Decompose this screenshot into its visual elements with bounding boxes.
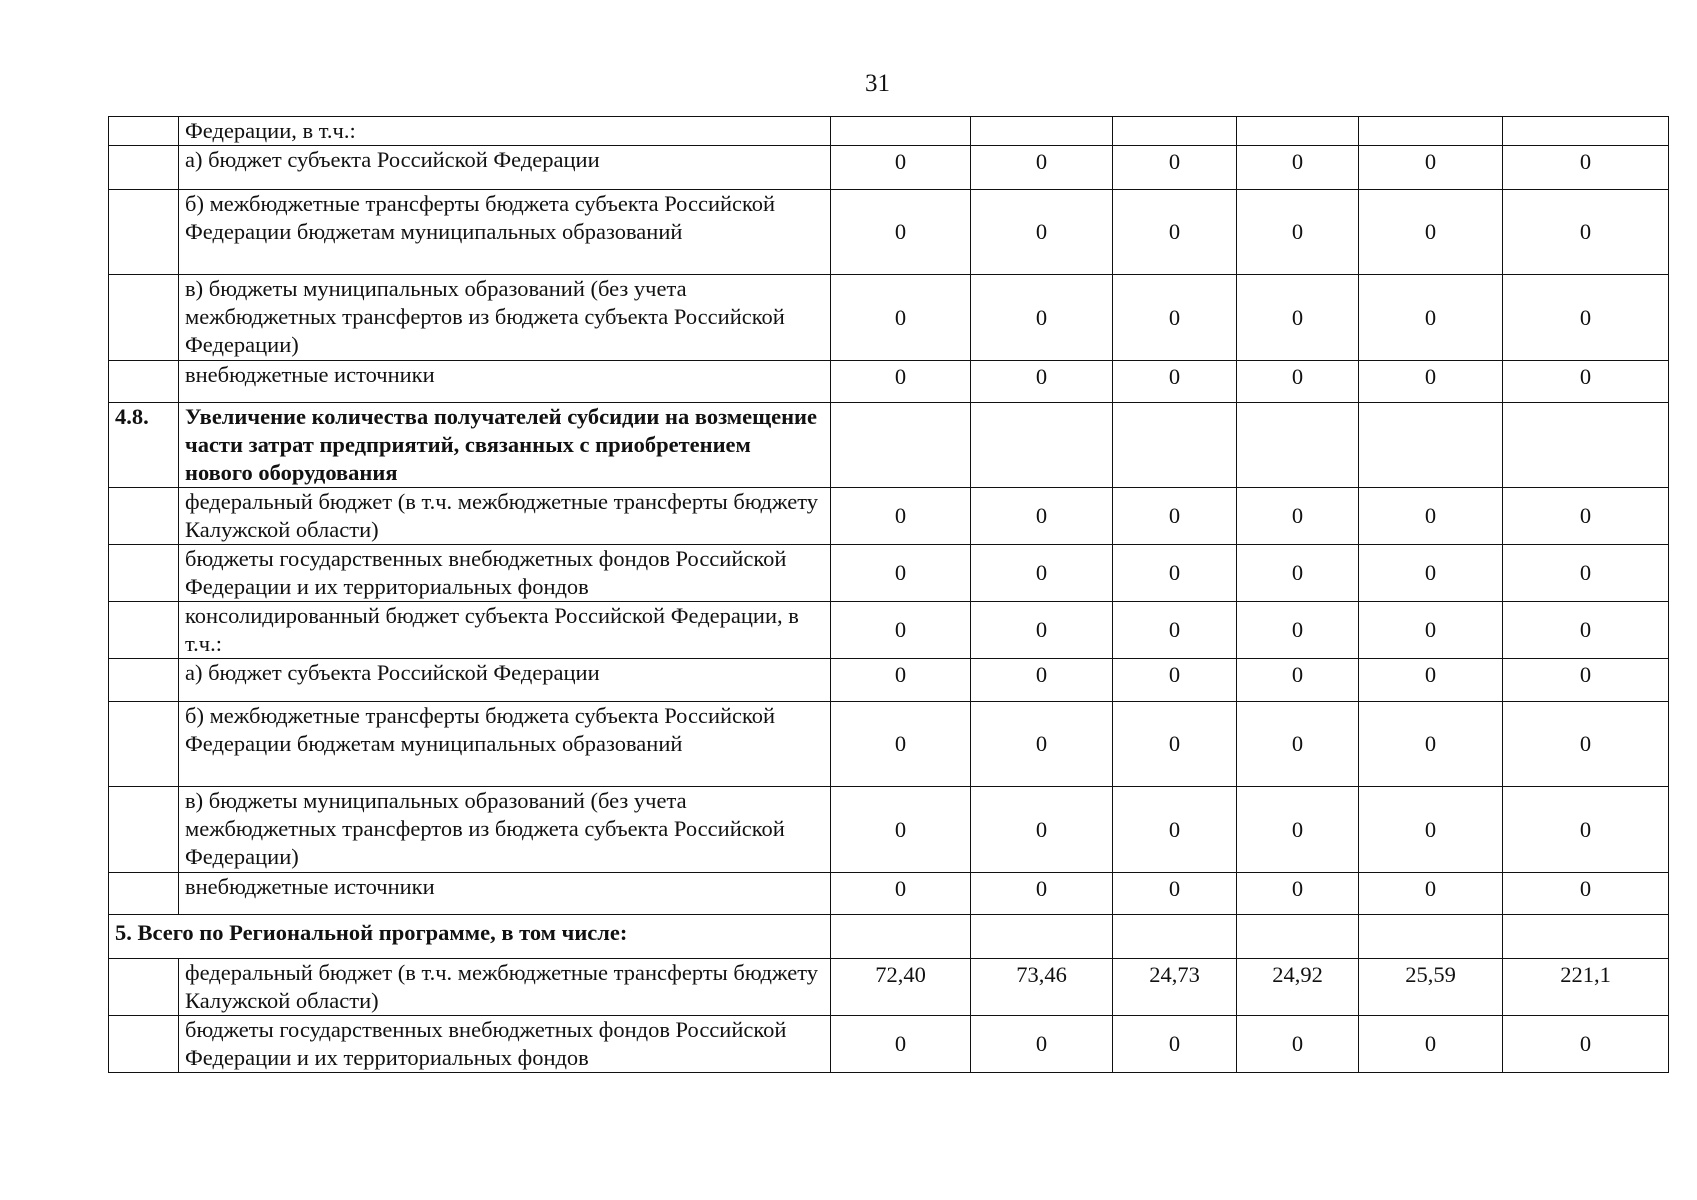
row-number [109, 787, 179, 873]
row-label: Федерации, в т.ч.: [179, 117, 831, 146]
table-row [109, 146, 1669, 190]
row-number [109, 1016, 179, 1073]
table-row [109, 275, 1669, 361]
value-cell [1503, 403, 1669, 488]
value-cell: 0 [1359, 146, 1503, 190]
row-number [109, 190, 179, 275]
value-cell [1359, 915, 1503, 959]
value-cell: 0 [1359, 659, 1503, 702]
value-cell: 0 [1359, 787, 1503, 873]
value-cell [1359, 403, 1503, 488]
row-number [109, 959, 179, 1016]
value-cell: 0 [971, 1016, 1113, 1073]
value-cell: 0 [971, 873, 1113, 915]
value-cell: 72,40 [831, 959, 971, 1016]
value-cell: 0 [1237, 488, 1359, 545]
value-cell: 0 [1113, 488, 1237, 545]
value-cell [1237, 915, 1359, 959]
value-cell [1237, 117, 1359, 146]
value-cell: 0 [1237, 545, 1359, 602]
value-cell: 0 [1503, 545, 1669, 602]
value-cell: 0 [1113, 190, 1237, 275]
value-cell: 0 [1503, 275, 1669, 361]
row-number [109, 873, 179, 915]
value-cell: 0 [1113, 545, 1237, 602]
table-row [109, 361, 1669, 403]
value-cell: 0 [1113, 702, 1237, 787]
value-cell [831, 403, 971, 488]
value-cell: 0 [1237, 275, 1359, 361]
value-cell: 0 [1113, 1016, 1237, 1073]
value-cell: 0 [971, 602, 1113, 659]
value-cell: 0 [971, 787, 1113, 873]
row-label: федеральный бюджет (в т.ч. межбюджетные трансферты бюджету Калужской области) [179, 959, 831, 1016]
row-number [109, 275, 179, 361]
value-cell: 0 [971, 146, 1113, 190]
table-row [109, 659, 1669, 702]
value-cell [1503, 915, 1669, 959]
row-number [109, 602, 179, 659]
value-cell [971, 403, 1113, 488]
value-cell: 0 [831, 275, 971, 361]
row-number [109, 117, 179, 146]
value-cell: 0 [1359, 361, 1503, 403]
value-cell: 0 [971, 190, 1113, 275]
table-body [109, 117, 1669, 1073]
value-cell [1113, 117, 1237, 146]
value-cell: 0 [1113, 361, 1237, 403]
section-title: Увеличение количества получателей субсидии на возмещение части затрат предприятий, связанных с приобретением нового оборудования [179, 403, 831, 488]
value-cell: 0 [1503, 361, 1669, 403]
value-cell: 0 [831, 659, 971, 702]
value-cell: 24,92 [1237, 959, 1359, 1016]
value-cell: 0 [1237, 702, 1359, 787]
total-title: 5. Всего по Региональной программе, в том числе: [109, 915, 831, 959]
value-cell [971, 117, 1113, 146]
value-cell: 0 [831, 787, 971, 873]
value-cell: 0 [1113, 659, 1237, 702]
value-cell: 0 [831, 146, 971, 190]
row-label: внебюджетные источники [179, 361, 831, 403]
row-number [109, 488, 179, 545]
table-row [109, 545, 1669, 602]
table-row [109, 873, 1669, 915]
value-cell: 0 [1237, 873, 1359, 915]
value-cell: 0 [1237, 361, 1359, 403]
row-label: б) межбюджетные трансферты бюджета субъекта Российской Федерации бюджетам муниципальных образований [179, 190, 831, 275]
value-cell: 0 [971, 702, 1113, 787]
value-cell: 0 [1359, 190, 1503, 275]
value-cell: 0 [971, 488, 1113, 545]
value-cell: 0 [831, 702, 971, 787]
value-cell: 0 [1237, 659, 1359, 702]
section-row [109, 403, 1669, 488]
value-cell: 0 [1113, 602, 1237, 659]
table-row [109, 488, 1669, 545]
value-cell [971, 915, 1113, 959]
value-cell: 0 [971, 361, 1113, 403]
row-number [109, 659, 179, 702]
row-label: в) бюджеты муниципальных образований (без учета межбюджетных трансфертов из бюджета субъекта Российской Федерации) [179, 787, 831, 873]
value-cell [1113, 915, 1237, 959]
value-cell: 0 [1359, 488, 1503, 545]
row-label: внебюджетные источники [179, 873, 831, 915]
value-cell: 0 [1359, 702, 1503, 787]
value-cell [1237, 403, 1359, 488]
value-cell: 0 [1503, 659, 1669, 702]
value-cell: 0 [1359, 873, 1503, 915]
value-cell: 0 [1237, 602, 1359, 659]
value-cell: 0 [1237, 146, 1359, 190]
page-number: 31 [865, 70, 890, 97]
row-label: федеральный бюджет (в т.ч. межбюджетные трансферты бюджету Калужской области) [179, 488, 831, 545]
value-cell: 0 [1237, 190, 1359, 275]
table-row [109, 702, 1669, 787]
value-cell: 0 [1503, 873, 1669, 915]
row-label: бюджеты государственных внебюджетных фондов Российской Федерации и их территориальных фондов [179, 1016, 831, 1073]
table-row [109, 602, 1669, 659]
value-cell: 0 [831, 602, 971, 659]
value-cell: 0 [1359, 545, 1503, 602]
value-cell: 0 [1237, 1016, 1359, 1073]
value-cell [1113, 403, 1237, 488]
value-cell: 0 [831, 1016, 971, 1073]
value-cell: 0 [1503, 602, 1669, 659]
row-number [109, 702, 179, 787]
section-number: 4.8. [109, 403, 179, 488]
row-number [109, 146, 179, 190]
row-label: консолидированный бюджет субъекта Российской Федерации, в т.ч.: [179, 602, 831, 659]
value-cell: 0 [831, 361, 971, 403]
row-label: бюджеты государственных внебюджетных фондов Российской Федерации и их территориальных фондов [179, 545, 831, 602]
value-cell: 0 [1237, 787, 1359, 873]
value-cell [831, 915, 971, 959]
value-cell: 0 [1359, 602, 1503, 659]
value-cell: 0 [831, 545, 971, 602]
value-cell: 0 [1503, 190, 1669, 275]
value-cell: 0 [1359, 275, 1503, 361]
row-label: в) бюджеты муниципальных образований (без учета межбюджетных трансфертов из бюджета субъекта Российской Федерации) [179, 275, 831, 361]
value-cell: 73,46 [971, 959, 1113, 1016]
table-row [109, 117, 1669, 146]
value-cell: 0 [1113, 146, 1237, 190]
value-cell [1503, 117, 1669, 146]
table-row [109, 190, 1669, 275]
value-cell: 0 [1359, 1016, 1503, 1073]
value-cell: 0 [1113, 275, 1237, 361]
table-row [109, 787, 1669, 873]
row-label: б) межбюджетные трансферты бюджета субъекта Российской Федерации бюджетам муниципальных образований [179, 702, 831, 787]
value-cell: 0 [1113, 873, 1237, 915]
row-label: а) бюджет субъекта Российской Федерации [179, 659, 831, 702]
budget-table [108, 116, 1669, 1073]
value-cell [1359, 117, 1503, 146]
row-number [109, 361, 179, 403]
value-cell: 0 [1503, 1016, 1669, 1073]
value-cell: 0 [831, 190, 971, 275]
value-cell: 0 [1503, 702, 1669, 787]
value-cell: 0 [971, 659, 1113, 702]
value-cell: 0 [1503, 787, 1669, 873]
value-cell: 0 [1113, 787, 1237, 873]
value-cell: 0 [831, 488, 971, 545]
table-row [109, 959, 1669, 1016]
value-cell: 25,59 [1359, 959, 1503, 1016]
value-cell: 0 [971, 545, 1113, 602]
row-number [109, 545, 179, 602]
value-cell: 24,73 [1113, 959, 1237, 1016]
value-cell: 0 [1503, 146, 1669, 190]
value-cell: 0 [1503, 488, 1669, 545]
row-label: а) бюджет субъекта Российской Федерации [179, 146, 831, 190]
value-cell: 0 [831, 873, 971, 915]
value-cell: 221,1 [1503, 959, 1669, 1016]
value-cell [831, 117, 971, 146]
value-cell: 0 [971, 275, 1113, 361]
total-row [109, 915, 1669, 959]
table-row [109, 1016, 1669, 1073]
